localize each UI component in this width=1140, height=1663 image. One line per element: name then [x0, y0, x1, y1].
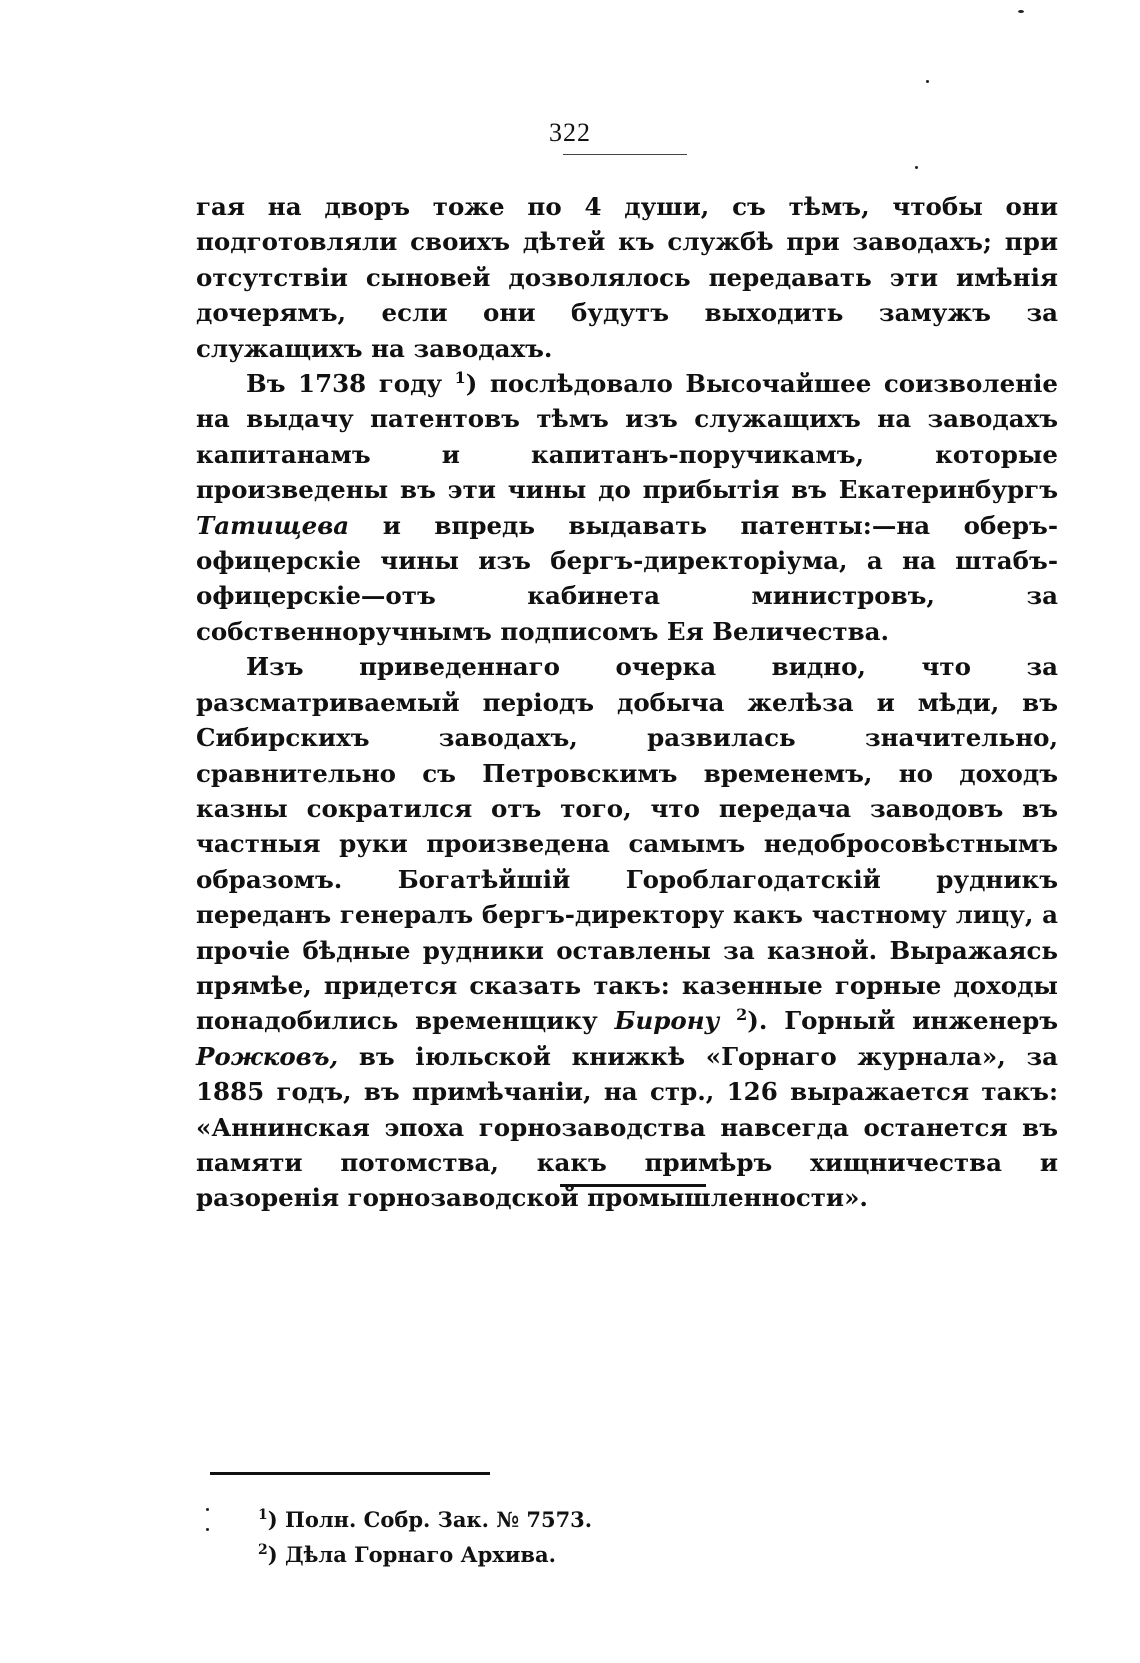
scan-speck	[915, 166, 918, 169]
paragraph-2	[196, 366, 1058, 649]
paragraph-3	[196, 649, 1058, 1216]
paragraph-3-part-b: ). Горный инженеръ	[747, 1006, 1059, 1036]
paragraph-2-part-a: Въ 1738 году	[246, 369, 443, 399]
main-text	[196, 189, 1058, 1216]
paragraph-1: гая на дворъ тоже по 4 души, съ тѣмъ, чтобы они подготовляли своихъ дѣтей къ службѣ при заводахъ; при отсутствіи сыновей дозволялось передавать эти имѣнія дочерямъ, если они будутъ выходить замужъ за служащихъ на заводахъ.	[196, 192, 1058, 363]
section-end-rule	[560, 1184, 706, 1187]
name-rozhkov: Рожковъ,	[196, 1041, 339, 1071]
footnote-mark: 1	[258, 1507, 268, 1523]
footnote-text: ) Дѣла Горнаго Архива.	[267, 1542, 556, 1567]
footnote-text: ) Полн. Собр. Зак. № 7573.	[267, 1507, 593, 1532]
scan-speck	[206, 1528, 209, 1531]
page-number: 322	[549, 118, 591, 147]
footnote-ref-1: 1	[454, 367, 466, 387]
scan-speck	[206, 1508, 209, 1511]
footnote-2	[258, 1537, 958, 1572]
scan-speck	[926, 80, 929, 83]
name-tatishchev: Татищева	[196, 510, 350, 540]
footnote-separator	[210, 1472, 490, 1475]
footnote-1	[258, 1502, 958, 1537]
footnote-ref-2: 2	[736, 1005, 748, 1025]
paragraph-3-part-c: въ іюльской книжкѣ «Горнаго журнала», за 1885 годъ, въ примѣчаніи, на стр., 126 выражается такъ: «Аннинская эпоха горнозаводства навсегда останется въ памяти потомства, какъ примѣръ хищничества и разоренія горнозаводской промышленности».	[196, 1041, 1059, 1213]
name-biron: Бирону	[614, 1006, 720, 1036]
paragraph-2-part-b: ) послѣдовало Высочайшее соизволеніе на выдачу патентовъ тѣмъ изъ служащихъ на заводахъ капитанамъ и капитанъ-поручикамъ, которые произведены въ эти чины до прибытія въ Екатеринбургъ	[196, 369, 1058, 505]
footnotes	[258, 1502, 958, 1572]
paragraph-3-part-a: Изъ приведеннаго очерка видно, что за разсматриваемый періодъ добыча желѣза и мѣди, въ Сибирскихъ заводахъ, развилась значительно, сравнительно съ Петровскимъ временемъ, но доходъ казны сократился отъ того, что передача заводовъ въ частныя руки произведена самымъ недобросовѣстнымъ образомъ. Богатѣйшій Гороблагодатскій рудникъ переданъ генералъ бергъ-директору какъ частному лицу, а прочіе бѣдные рудники оставлены за казной. Выражаясь прямѣе, придется сказать такъ: казенные горные доходы понадобились временщику	[196, 652, 1058, 1036]
footnote-mark: 2	[258, 1542, 268, 1558]
page-number-rule	[563, 154, 687, 155]
paragraph-2-part-c: и впредь выдавать патенты:—на оберъ-офицерскіе чины изъ бергъ-директоріума, а на штабъ-офицерскіе—отъ кабинета министровъ, за собственноручнымъ подписомъ Ея Величества.	[196, 510, 1058, 646]
scan-speck	[1018, 10, 1024, 13]
